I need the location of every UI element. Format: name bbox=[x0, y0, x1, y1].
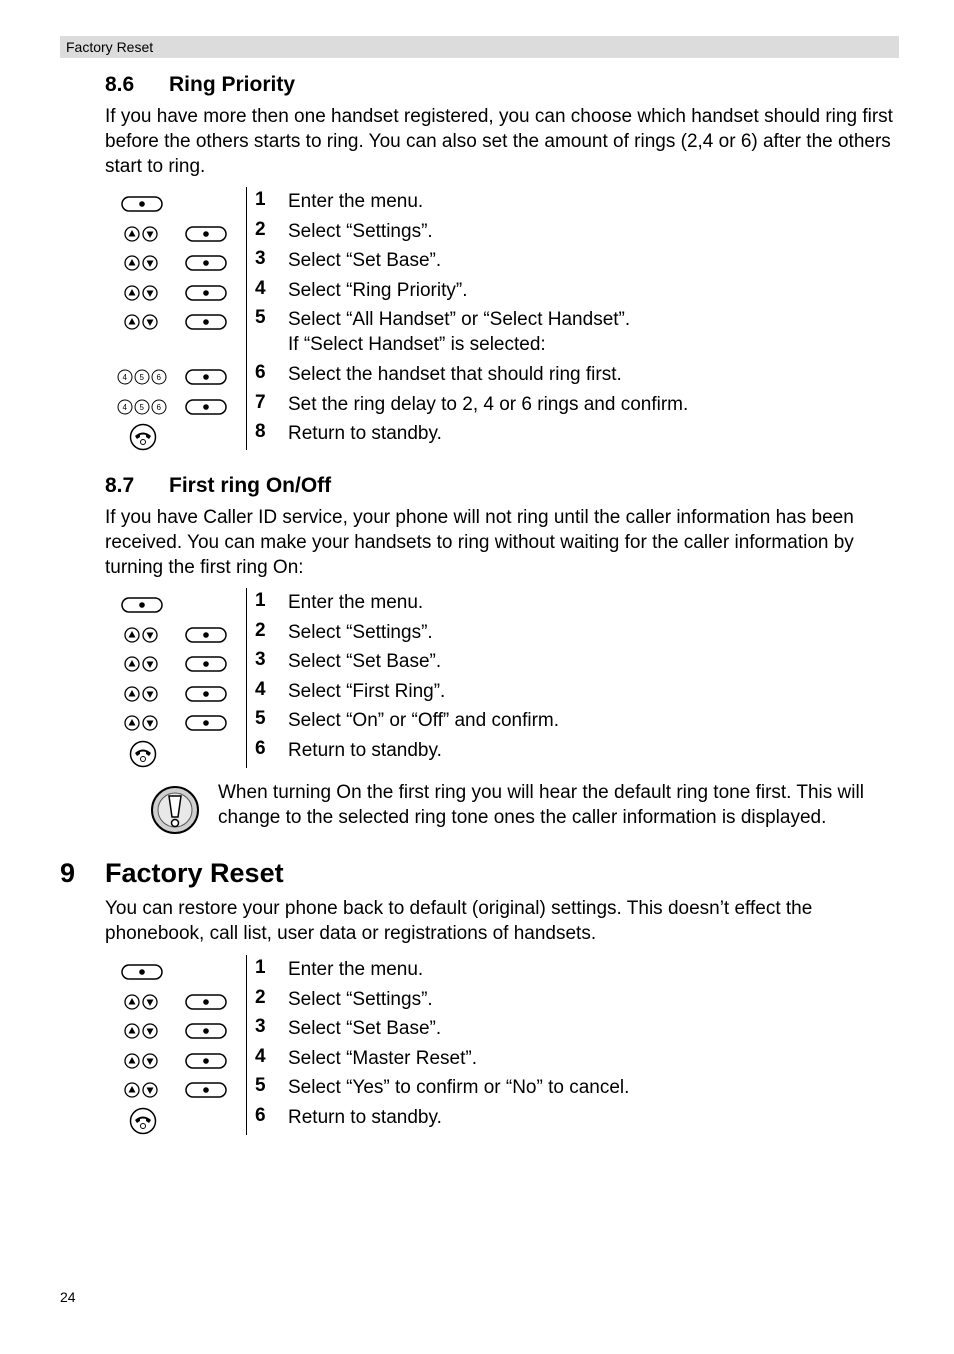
end-call-key-icon bbox=[129, 740, 157, 768]
step-number: 3 bbox=[255, 248, 266, 270]
steps-factory-reset bbox=[110, 955, 900, 1135]
step-keys bbox=[110, 1014, 240, 1044]
page-number: 24 bbox=[60, 1289, 76, 1305]
step-keys bbox=[110, 187, 240, 217]
section-8-6-intro: If you have more then one handset registered, you can choose which handset should ring first before the others starts to ring. You can also set the amount of rings (2,4 or 6) after the others start to ring. bbox=[105, 106, 893, 177]
step-item bbox=[110, 1103, 900, 1133]
step-number: 5 bbox=[255, 307, 266, 329]
step-number: 4 bbox=[255, 678, 266, 700]
step-keys bbox=[110, 618, 240, 648]
step-keys bbox=[110, 1073, 240, 1103]
section-title: Ring Priority bbox=[169, 73, 296, 96]
step-text: Select “Ring Priority”. bbox=[288, 279, 468, 301]
svg-text:4: 4 bbox=[122, 402, 127, 412]
step-number: 2 bbox=[255, 218, 266, 240]
step-item bbox=[110, 305, 900, 356]
chapter-number: 9 bbox=[60, 858, 76, 888]
step-item bbox=[110, 647, 900, 677]
step-item bbox=[110, 187, 900, 217]
step-keys bbox=[110, 588, 240, 618]
ok-key-icon bbox=[185, 314, 227, 330]
chapter-title: Factory Reset bbox=[105, 858, 284, 888]
step-item bbox=[110, 985, 900, 1015]
step-keys bbox=[110, 1044, 240, 1074]
section-number: 8.7 bbox=[105, 474, 135, 497]
step-text: Select the handset that should ring first. bbox=[288, 364, 622, 385]
ok-key-icon bbox=[185, 1082, 227, 1098]
step-item bbox=[110, 588, 900, 618]
running-header-title: Factory Reset bbox=[66, 39, 154, 55]
nav-keys-icon bbox=[123, 1081, 159, 1099]
step-item bbox=[110, 217, 900, 247]
chapter-9-heading bbox=[60, 858, 284, 889]
step-item bbox=[110, 618, 900, 648]
step-text: Select “Settings”. bbox=[288, 621, 433, 643]
step-item bbox=[110, 736, 900, 766]
step-number: 3 bbox=[255, 1016, 266, 1038]
step-text: Select “Set Base”. bbox=[288, 1018, 442, 1040]
step-number: 5 bbox=[255, 1075, 266, 1097]
step-number: 6 bbox=[255, 738, 266, 759]
step-number: 1 bbox=[255, 189, 266, 210]
ok-key-icon bbox=[185, 994, 227, 1010]
step-keys bbox=[110, 246, 240, 276]
number-keys-icon bbox=[117, 398, 167, 416]
step-text: Select “Master Reset”. bbox=[288, 1047, 477, 1069]
section-number: 8.6 bbox=[105, 73, 135, 96]
menu-key-icon bbox=[121, 964, 163, 980]
warning-note-icon bbox=[150, 785, 200, 835]
step-number: 6 bbox=[255, 1105, 266, 1126]
step-number: 2 bbox=[255, 986, 266, 1008]
step-text: Select “Set Base”. bbox=[288, 250, 442, 272]
step-item bbox=[110, 276, 900, 306]
step-number: 2 bbox=[255, 619, 266, 641]
step-text: Select “Set Base”. bbox=[288, 651, 442, 673]
ok-key-icon bbox=[185, 656, 227, 672]
step-text: Select “On” or “Off” and confirm. bbox=[288, 710, 560, 732]
step-keys bbox=[110, 217, 240, 247]
step-text: Select “All Handset” or “Select Handset”. bbox=[288, 309, 631, 331]
step-number: 3 bbox=[255, 649, 266, 671]
svg-text:5: 5 bbox=[139, 373, 144, 382]
nav-keys-icon bbox=[123, 1022, 159, 1040]
ok-key-icon bbox=[185, 399, 227, 415]
step-number: 7 bbox=[255, 391, 266, 413]
step-number: 5 bbox=[255, 708, 266, 730]
step-keys bbox=[110, 706, 240, 736]
nav-keys-icon bbox=[123, 1052, 159, 1070]
number-keys-icon bbox=[117, 368, 167, 386]
step-number: 4 bbox=[255, 1045, 266, 1067]
ok-key-icon bbox=[185, 285, 227, 301]
ok-key-icon bbox=[185, 369, 227, 385]
steps-ring-priority bbox=[110, 187, 900, 450]
ok-key-icon bbox=[185, 715, 227, 731]
step-number: 1 bbox=[255, 957, 266, 978]
ok-key-icon bbox=[185, 226, 227, 242]
step-number: 6 bbox=[255, 362, 266, 383]
step-text: Select “Yes” to confirm or “No” to cancel. bbox=[288, 1077, 630, 1099]
step-keys bbox=[110, 305, 240, 335]
note-text: When turning On the first ring you will hear the default ring tone first. This will change to the selected ring tone ones the caller information is displayed. bbox=[218, 782, 864, 828]
nav-keys-icon bbox=[123, 714, 159, 732]
step-number: 8 bbox=[255, 421, 266, 443]
nav-keys-icon bbox=[123, 225, 159, 243]
end-call-key-icon bbox=[129, 1107, 157, 1135]
step-item bbox=[110, 390, 900, 420]
section-8-7-intro: If you have Caller ID service, your phone will not ring until the caller information has been received. You can make your handsets to ring without waiting for the caller information by turning the first ring On: bbox=[105, 507, 854, 578]
step-keys bbox=[110, 736, 240, 766]
step-item bbox=[110, 955, 900, 985]
nav-keys-icon bbox=[123, 993, 159, 1011]
step-item bbox=[110, 706, 900, 736]
nav-keys-icon bbox=[123, 254, 159, 272]
step-item bbox=[110, 1073, 900, 1103]
step-item bbox=[110, 1044, 900, 1074]
step-keys bbox=[110, 955, 240, 985]
menu-key-icon bbox=[121, 597, 163, 613]
step-number: 1 bbox=[255, 590, 266, 611]
ok-key-icon bbox=[185, 1053, 227, 1069]
nav-keys-icon bbox=[123, 655, 159, 673]
section-title: First ring On/Off bbox=[169, 474, 332, 497]
steps-first-ring bbox=[110, 588, 900, 768]
step-text: Set the ring delay to 2, 4 or 6 rings and confirm. bbox=[288, 393, 689, 415]
step-text: Select “Settings”. bbox=[288, 988, 433, 1010]
step-keys bbox=[110, 360, 240, 390]
step-text: Return to standby. bbox=[288, 1107, 442, 1128]
step-keys bbox=[110, 419, 240, 449]
step-item bbox=[110, 1014, 900, 1044]
step-item bbox=[110, 246, 900, 276]
step-keys bbox=[110, 390, 240, 420]
section-8-6-heading bbox=[105, 73, 295, 97]
step-item bbox=[110, 419, 900, 449]
svg-text:6: 6 bbox=[156, 373, 161, 382]
svg-text:6: 6 bbox=[156, 402, 161, 412]
chapter-9-intro: You can restore your phone back to default (original) settings. This doesn’t effect the phonebook, call list, user data or registrations of handsets. bbox=[105, 898, 813, 944]
step-text: Select “Settings”. bbox=[288, 220, 433, 242]
ok-key-icon bbox=[185, 686, 227, 702]
step-keys bbox=[110, 677, 240, 707]
end-call-key-icon bbox=[129, 423, 157, 451]
ok-key-icon bbox=[185, 255, 227, 271]
step-text: Select “First Ring”. bbox=[288, 680, 446, 702]
step-subtext: If “Select Handset” is selected: bbox=[288, 334, 546, 356]
step-text: Enter the menu. bbox=[288, 959, 424, 980]
step-item bbox=[110, 677, 900, 707]
step-text: Return to standby. bbox=[288, 423, 442, 445]
step-keys bbox=[110, 985, 240, 1015]
step-text: Enter the menu. bbox=[288, 592, 424, 613]
svg-text:5: 5 bbox=[139, 402, 144, 412]
nav-keys-icon bbox=[123, 313, 159, 331]
step-keys bbox=[110, 276, 240, 306]
step-text: Enter the menu. bbox=[288, 191, 424, 212]
nav-keys-icon bbox=[123, 685, 159, 703]
svg-text:4: 4 bbox=[122, 373, 127, 382]
step-number: 4 bbox=[255, 277, 266, 299]
section-8-7-heading bbox=[105, 474, 331, 498]
menu-key-icon bbox=[121, 196, 163, 212]
step-text: Return to standby. bbox=[288, 740, 442, 761]
ok-key-icon bbox=[185, 627, 227, 643]
step-keys bbox=[110, 1103, 240, 1133]
running-header bbox=[60, 36, 899, 58]
ok-key-icon bbox=[185, 1023, 227, 1039]
nav-keys-icon bbox=[123, 284, 159, 302]
nav-keys-icon bbox=[123, 626, 159, 644]
step-keys bbox=[110, 647, 240, 677]
step-item bbox=[110, 360, 900, 390]
